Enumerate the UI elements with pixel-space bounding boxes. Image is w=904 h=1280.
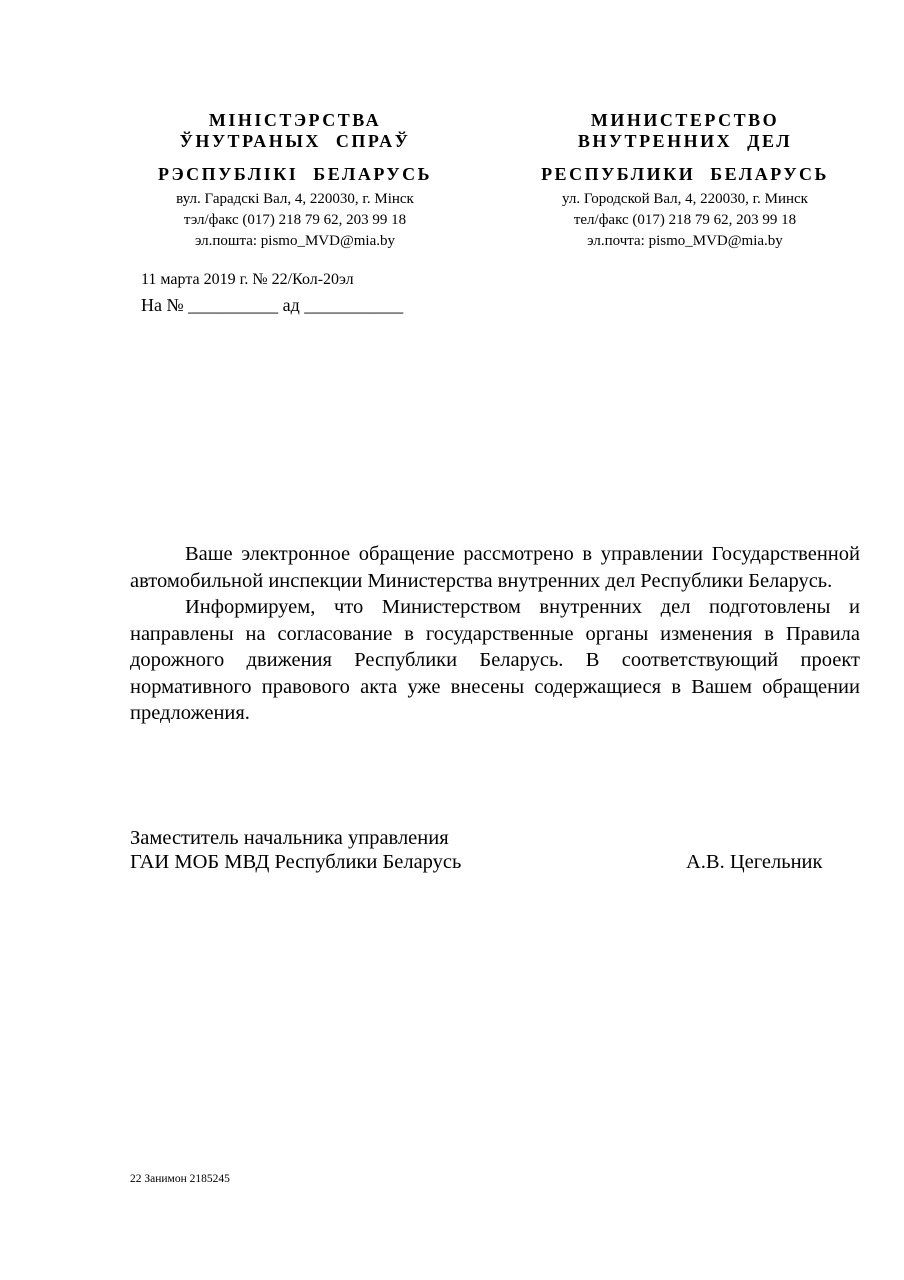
ministry-title-line2-by: ЎНУТРАНЫХ СПРАЎ <box>179 131 411 151</box>
ministry-address-by: вул. Гарадскі Вал, 4, 220030, г. Мінск <box>176 191 414 207</box>
signature-position-line1: Заместитель начальника управления <box>130 827 449 849</box>
letter-body <box>130 541 860 727</box>
body-paragraph-1: Ваше электронное обращение рассмотрено в управлении Государственной автомобильной инспекции Министерства внутренних дел Республики Беларусь. <box>130 543 860 592</box>
body-paragraph-2: Информируем, что Министерством внутренних дел подготовлены и направлены на согласование в государственные органы изменения в Правила дорожного движения Республики Беларусь. В соответствующий проект нормативного правового акта уже внесены содержащиеся в Вашем обращении предложения. <box>130 596 860 724</box>
ministry-title-line1-ru: МИНИСТЕРСТВО <box>590 110 780 130</box>
reply-to-reference: На № __________ ад ___________ <box>141 295 404 315</box>
letter-date-number: 11 марта 2019 г. № 22/Кол-20эл <box>141 271 354 288</box>
signature-position <box>130 826 461 874</box>
signatory-name: А.В. Цегельник <box>686 851 823 873</box>
ministry-title-line3-ru: РЕСПУБЛИКИ БЕЛАРУСЬ <box>541 164 829 184</box>
footer-note: 22 Занимон 2185245 <box>130 1173 230 1185</box>
ministry-title-line3-by: РЭСПУБЛІКІ БЕЛАРУСЬ <box>157 164 433 184</box>
ministry-address-ru: ул. Городской Вал, 4, 220030, г. Минск <box>562 191 808 207</box>
letterhead-russian <box>520 110 850 252</box>
ministry-phone-by: тэл/факс (017) 218 79 62, 203 99 18 <box>183 212 407 228</box>
ministry-email-by: эл.пошта: pismo_MVD@mia.by <box>194 233 396 249</box>
letterhead-belarusian <box>130 110 460 252</box>
signature-position-line2: ГАИ МОБ МВД Республики Беларусь <box>130 851 462 873</box>
ministry-title-line2-ru: ВНУТРЕННИХ ДЕЛ <box>577 131 793 151</box>
ministry-title-line1-by: МІНІСТЭРСТВА <box>208 110 382 130</box>
ministry-email-ru: эл.почта: pismo_MVD@mia.by <box>587 233 783 249</box>
ministry-phone-ru: тел/факс (017) 218 79 62, 203 99 18 <box>573 212 797 228</box>
